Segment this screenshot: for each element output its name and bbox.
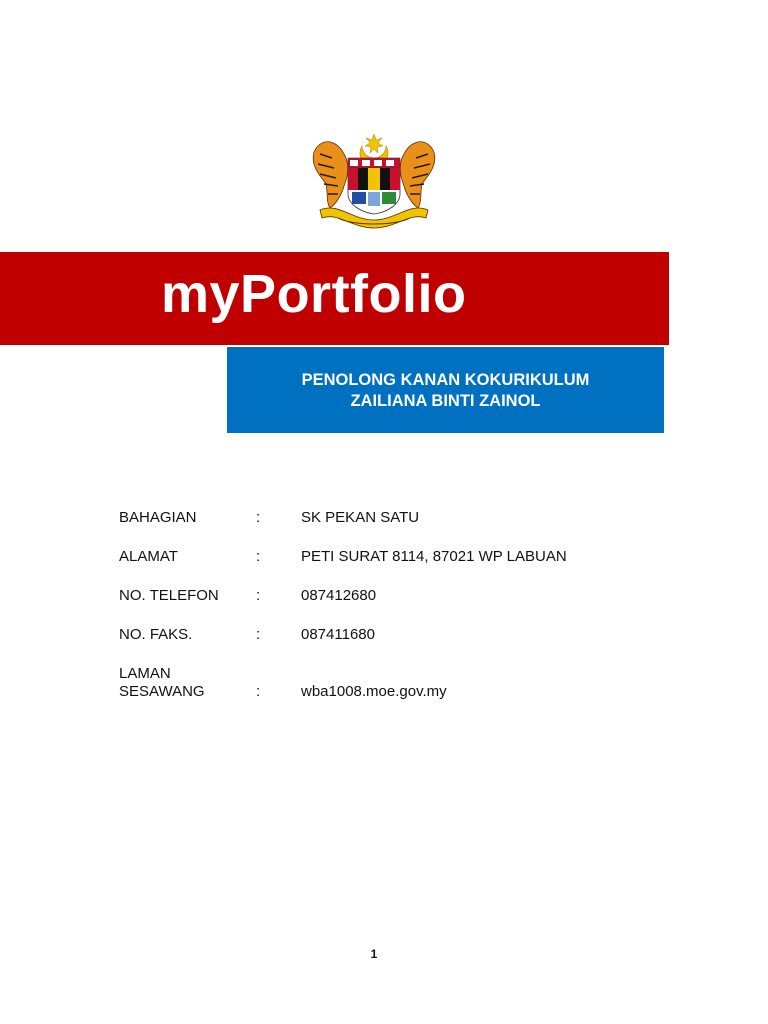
detail-separator: :	[256, 626, 261, 643]
coat-of-arms-logo	[308, 132, 440, 236]
detail-separator: :	[256, 587, 261, 604]
detail-value: PETI SURAT 8114, 87021 WP LABUAN	[301, 548, 567, 565]
position-title: PENOLONG KANAN KOKURIKULUM	[301, 371, 590, 389]
detail-value: wba1008.moe.gov.my	[301, 683, 447, 700]
detail-row-laman-sesawang	[0, 664, 768, 704]
detail-label-line2: SESAWANG	[119, 683, 205, 700]
detail-label: NO. FAKS.	[119, 626, 193, 643]
detail-label: NO. TELEFON	[119, 587, 219, 604]
detail-value: 087411680	[301, 626, 375, 643]
detail-value: 087412680	[301, 587, 377, 604]
subtitle-banner	[227, 347, 664, 433]
detail-separator: :	[256, 548, 261, 565]
detail-label: ALAMAT	[119, 548, 178, 565]
detail-label-line1: LAMAN	[119, 665, 171, 682]
person-name: ZAILIANA BINTI ZAINOL	[350, 392, 541, 410]
detail-separator: :	[256, 683, 261, 700]
page-title: myPortfolio	[161, 264, 467, 324]
detail-label: BAHAGIAN	[119, 509, 197, 526]
detail-separator: :	[256, 509, 261, 526]
page-number: 1	[370, 947, 378, 961]
detail-value: SK PEKAN SATU	[301, 509, 420, 526]
